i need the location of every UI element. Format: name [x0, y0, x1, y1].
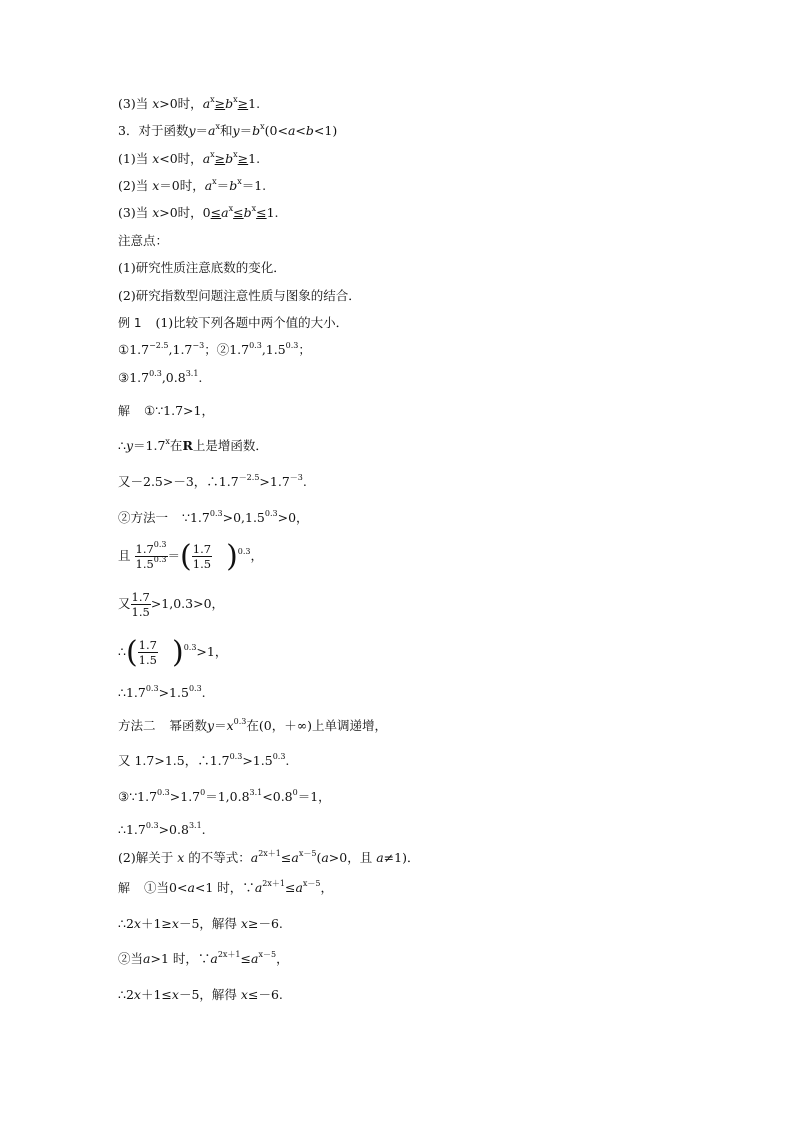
- example-heading: 例 1 (1)比较下列各题中两个值的大小．: [118, 315, 349, 330]
- text-line: (2)研究指数型问题注意性质与图象的结合．: [118, 288, 361, 303]
- solution-line: ∴( $\frac{1.7}{1.5}$ )$^{0.3}$>1，: [118, 634, 228, 670]
- fraction: $\frac{1.7}{1.5}$: [192, 542, 212, 571]
- text-line: $①1.7^{-2.5},1.7^{-3}$；$②1.7^{0.3},1.5^{0.3}$；: [118, 341, 311, 357]
- fraction: $\frac{1.7}{1.5}$: [131, 590, 150, 619]
- text-line: (3)当 x>0时，$a^x\ge b^x\ge 1$.: [118, 95, 261, 111]
- solution-line: 方法二 幂函数$y=x^{0.3}$在(0，＋∞)上单调递增，: [118, 717, 388, 733]
- fraction: $\frac{1.7}{1.5}$: [138, 638, 157, 667]
- solution-line: ②当a>1 时，$\because a^{2x+1}\le a^{x-5}$，: [118, 950, 289, 966]
- solution-line: $\therefore 1.7^{0.3}>0.8^{3.1}$.: [118, 821, 206, 837]
- section-heading: 注意点：: [118, 233, 169, 248]
- text-line: (1)当 x<0时，$a^x\ge b^x\ge 1$.: [118, 150, 261, 166]
- text-line: 3．对于函数$y=a^x$和$y=b^x(0<a<b<1)$: [118, 122, 338, 138]
- text-line: (2)解关于 x 的不等式：$a^{2x+1}\le a^{x-5}(a>0$，且 a≠1)．: [118, 849, 420, 865]
- solution-line: $\therefore y=1.7^x$在R上是增函数．: [118, 437, 268, 453]
- fraction: $\frac{1.7^{0.3}}{1.5^{0.3}}$: [135, 540, 167, 571]
- text-line: (1)研究性质注意底数的变化．: [118, 260, 286, 275]
- solution-line: 又 $\frac{1.7}{1.5}$ >1,0.3>0，: [118, 590, 225, 619]
- solution-line: ∴2x＋1≤x－5，解得 x≤－6.: [118, 987, 283, 1002]
- text-line: (3)当 x>0时，$0\le a^x\le b^x\le 1$.: [118, 204, 279, 220]
- solution-line: $③\because 1.7^{0.3}>1.7^0=1,0.8^{3.1}<0.8^0=1$，: [118, 788, 331, 804]
- text-line: $③1.7^{0.3},0.8^{3.1}$.: [118, 369, 203, 385]
- solution-line: 解 ①当0<a<1 时，$\because a^{2x+1}\le a^{x-5}$，: [118, 879, 334, 895]
- text-line: (2)当 x＝0时，$a^x=b^x=1$.: [118, 177, 267, 193]
- solution-line: ∴2x＋1≥x－5，解得 x≥－6.: [118, 916, 283, 931]
- solution-line: 又 1.7>1.5，$\therefore 1.7^{0.3}>1.5^{0.3}$.: [118, 752, 290, 768]
- solution-line: ②方法一 $\because 1.7^{0.3}>0,1.5^{0.3}>0$，: [118, 509, 309, 525]
- solution-line: $\therefore 1.7^{0.3}>1.5^{0.3}$.: [118, 684, 206, 700]
- solution-line: 解 ①∵1.7>1，: [118, 403, 214, 418]
- solution-line: 且 $\frac{1.7^{0.3}}{1.5^{0.3}}$ ＝( $\frac{1.7}{1.5}$ )$^{0.3}$，: [118, 538, 264, 574]
- solution-line: 又－2.5>－3，$\therefore 1.7^{-2.5}>1.7^{-3}$.: [118, 473, 307, 489]
